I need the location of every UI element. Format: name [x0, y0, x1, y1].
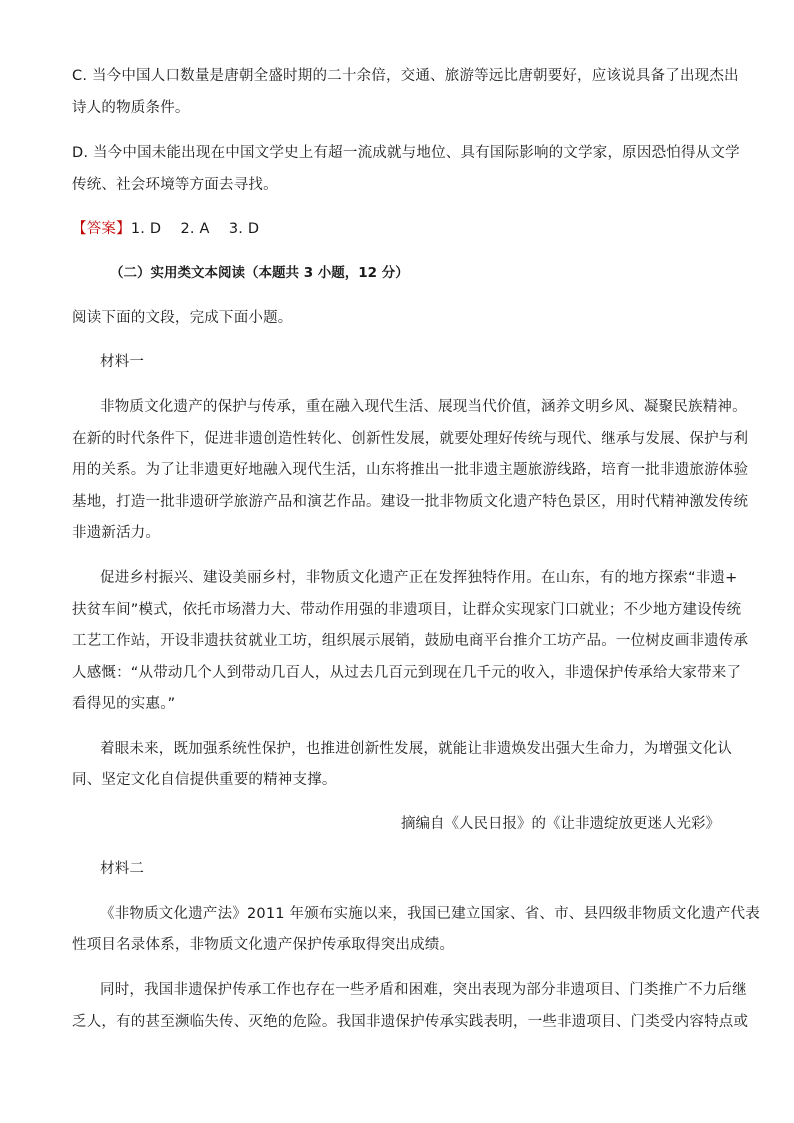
paragraph-4-line-1: 《非物质文化遗产法》2011 年颁布实施以来，我国已建立国家、省、市、县四级非物质文化遗产代表 — [100, 906, 760, 922]
instruction: 阅读下面的文段，完成下面小题。 — [72, 310, 293, 326]
paragraph-2-line-4: 人感慨：“从带动几个人到带动几百人，从过去几百元到现在几千元的收入，非遗保护传承给大家带来了 — [72, 665, 742, 681]
option-c-line-1: C. 当今中国人口数量是唐朝全盛时期的二十余倍，交通、旅游等远比唐朝要好，应该说具备了出现杰出 — [72, 68, 739, 84]
material-two-heading: 材料二 — [100, 861, 145, 877]
material-one-heading: 材料一 — [100, 354, 145, 370]
paragraph-1-line-3: 用的关系。为了让非遗更好地融入现代生活，山东将推出一批非遗主题旅游线路，培育一批非遗旅游体验 — [72, 462, 749, 478]
paragraph-2-line-1: 促进乡村振兴、建设美丽乡村，非物质文化遗产正在发挥独特作用。在山东，有的地方探索“非遗+ — [100, 570, 738, 586]
section-title: （二）实用类文本阅读（本题共 3 小题，12 分） — [110, 265, 409, 281]
paragraph-1-line-4: 基地，打造一批非遗研学旅游产品和演艺作品。建设一批非物质文化遗产特色景区，用时代精神激发传统 — [72, 494, 749, 510]
paragraph-3-line-2: 同、坚定文化自信提供重要的精神支撑。 — [72, 772, 337, 788]
paragraph-3-line-1: 着眼未来，既加强系统性保护，也推进创新性发展，就能让非遗焕发出强大生命力，为增强文化认 — [100, 741, 733, 757]
option-d-line-1: D. 当今中国未能出现在中国文学史上有超一流成就与地位、具有国际影响的文学家，原因恐怕得从文学 — [72, 145, 740, 161]
answer-text: 1. D 2. A 3. D — [130, 221, 260, 237]
paragraph-1-line-2: 在新的时代条件下，促进非遗创造性转化、创新性发展，就要处理好传统与现代、继承与发展、保护与利 — [72, 431, 749, 447]
paragraph-1-line-5: 非遗新活力。 — [72, 525, 161, 541]
material-one-source: 摘编自《人民日报》的《让非遗绽放更迷人光彩》 — [401, 816, 720, 832]
paragraph-5-line-2: 乏人，有的甚至濒临失传、灭绝的危险。我国非遗保护传承实践表明，一些非遗项目、门类受内容特点或 — [72, 1014, 749, 1030]
paragraph-2-line-2: 扶贫车间”模式，依托市场潜力大、带动作用强的非遗项目，让群众实现家门口就业；不少地方建设传统 — [72, 602, 742, 618]
paragraph-2-line-5: 看得见的实惠。” — [72, 696, 176, 712]
option-d-line-2: 传统、社会环境等方面去寻找。 — [72, 177, 278, 193]
paragraph-5-line-1: 同时，我国非遗保护传承工作也存在一些矛盾和困难，突出表现为部分非遗项目、门类推广不力后继 — [100, 982, 747, 998]
paragraph-4-line-2: 性项目名录体系，非物质文化遗产保护传承取得突出成绩。 — [72, 937, 455, 953]
answer-line — [72, 219, 259, 239]
answer-tag: 【答案】 — [72, 221, 131, 237]
paragraph-1-line-1: 非物质文化遗产的保护与传承，重在融入现代生活、展现当代价值，涵养文明乡风、凝聚民族精神。 — [100, 399, 747, 415]
paragraph-2-line-3: 工艺工作站，开设非遗扶贫就业工坊，组织展示展销，鼓励电商平台推介工坊产品。一位树皮画非遗传承 — [72, 633, 749, 649]
option-c-line-2: 诗人的物质条件。 — [72, 100, 190, 116]
